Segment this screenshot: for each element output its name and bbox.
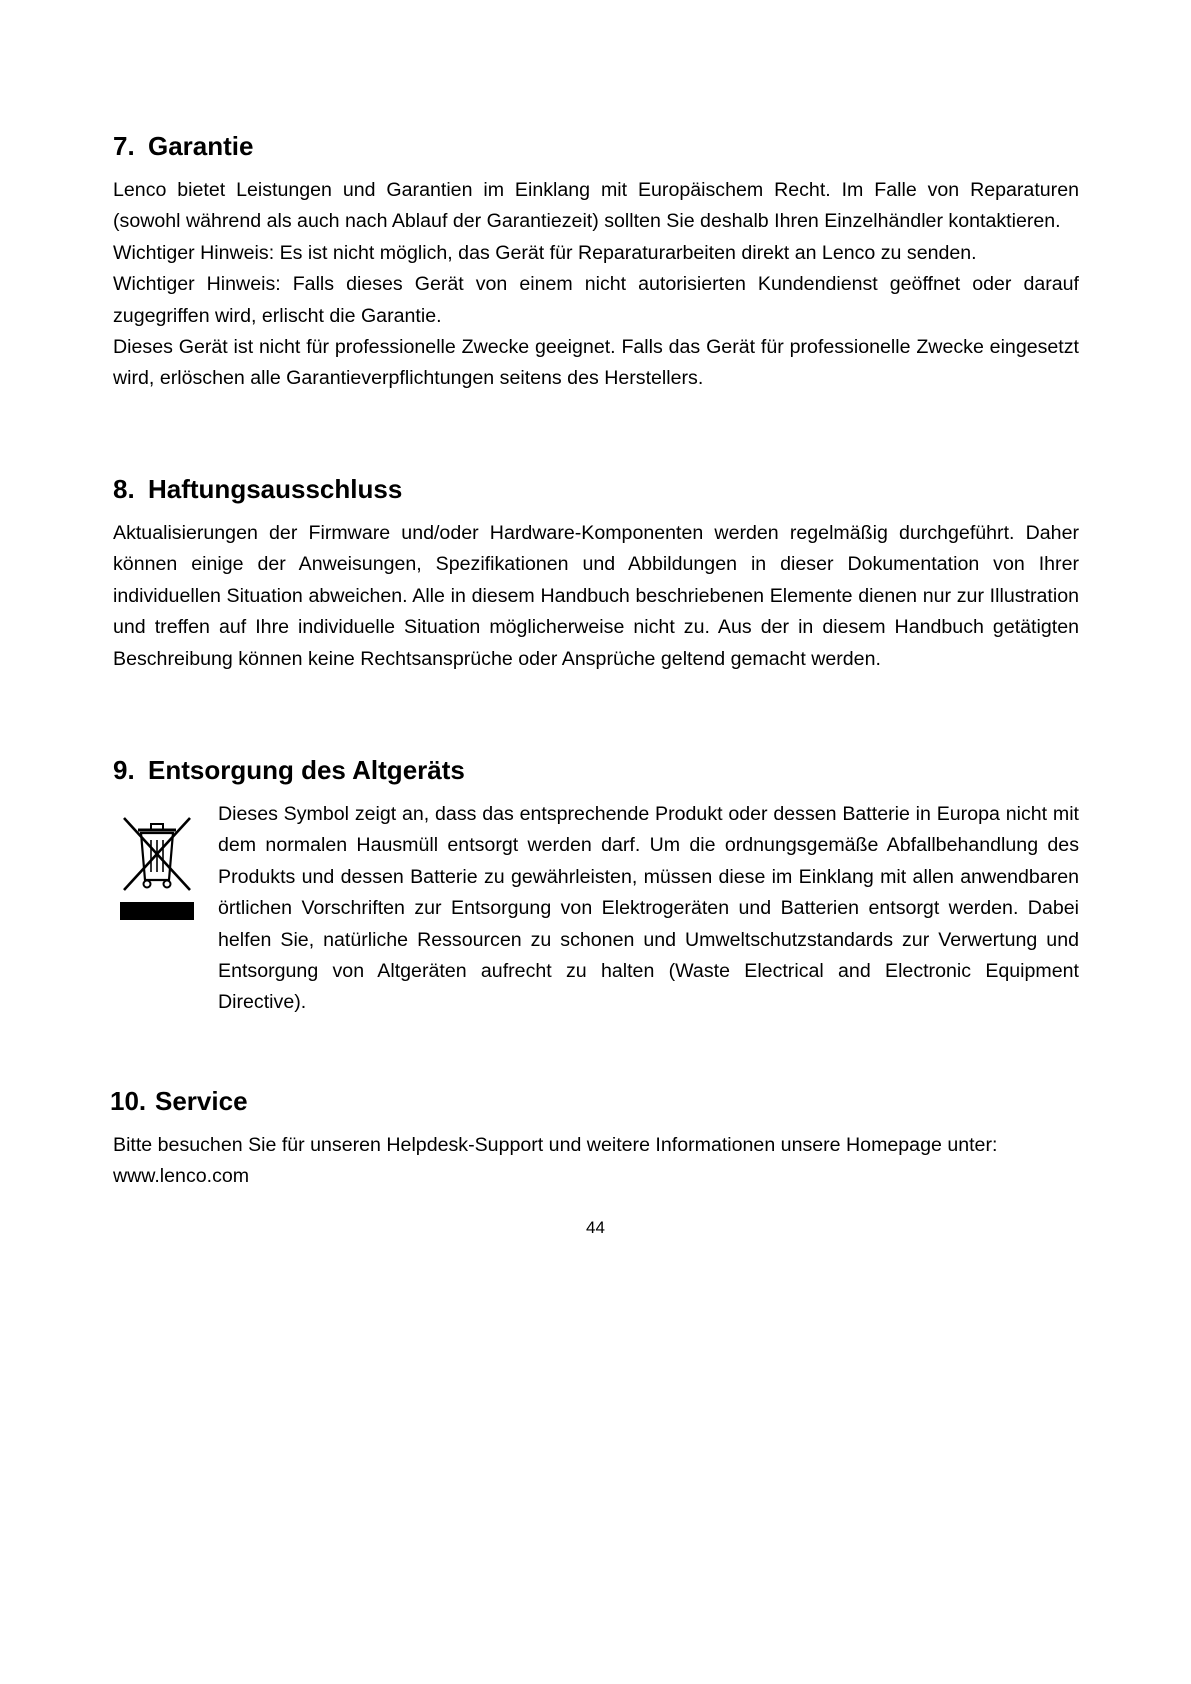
weee-crossed-bin-icon [118, 812, 196, 922]
section-body [218, 799, 1079, 1019]
paragraph: Dieses Gerät ist nicht für professionelle Zwecke geeignet. Falls das Gerät für professionelle Zwecke eingesetzt wird, erlöschen alle Garantieverpflichtungen seitens des Herstellers. [113, 336, 1079, 390]
homepage-link[interactable]: www.lenco.com [113, 1165, 250, 1188]
paragraph: Dieses Symbol zeigt an, dass das entsprechende Produkt oder dessen Batterie in Europa nicht mit dem normalen Hausmüll entsorgt werden darf. Um die ordnungsgemäße Abfallbehandlung des Produkts und dessen Batterie zu gewährleisten, müssen diese im Einklang mit allen anwendbaren örtlichen Vorschriften zur Entsorgung von Elektrogeräten und Batterien entsorgt werden. Dabei helfen Sie, natürliche Ressourcen zu schonen und Umweltschutzstandards zur Verwertung und Entsorgung von Altgeräten aufrecht zu halten (Waste Electrical and Electronic Equipment Directive). [218, 803, 1079, 1014]
section-number: 9. [113, 755, 135, 785]
section-heading [113, 471, 1079, 507]
section-heading [113, 128, 1079, 164]
section-haftungsausschluss [113, 471, 1079, 675]
section-heading [110, 1083, 1076, 1119]
section-body [110, 1130, 1076, 1193]
section-title: Garantie [148, 131, 254, 161]
section-title: Service [155, 1086, 248, 1116]
section-garantie [113, 128, 1079, 395]
paragraph: Wichtiger Hinweis: Falls dieses Gerät von einem nicht autorisierten Kundendienst geöffnet oder darauf zugegriffen wird, erlischt die Garantie. [113, 273, 1079, 327]
section-number: 7. [113, 131, 135, 161]
paragraph: Lenco bietet Leistungen und Garantien im Einklang mit Europäischem Recht. Im Falle von Reparaturen (sowohl während als auch nach Ablauf der Garantiezeit) sollten Sie deshalb Ihren Einzelhändler kontaktieren. [113, 179, 1079, 233]
section-body [113, 518, 1079, 675]
section-entsorgung [113, 752, 1079, 1014]
section-number: 10. [110, 1086, 147, 1116]
page-number: 44 [586, 1218, 605, 1237]
paragraph: Wichtiger Hinweis: Es ist nicht möglich, das Gerät für Reparaturarbeiten direkt an Lenco zu senden. [113, 241, 977, 264]
section-title: Haftungsausschluss [148, 474, 403, 504]
section-title: Entsorgung des Altgeräts [148, 755, 465, 785]
section-heading [113, 752, 1079, 788]
section-body [113, 175, 1079, 395]
paragraph: Bitte besuchen Sie für unseren Helpdesk-Support und weitere Informationen unsere Homepage unter: [113, 1134, 998, 1156]
section-number: 8. [113, 474, 135, 504]
paragraph: Aktualisierungen der Firmware und/oder Hardware-Komponenten werden regelmäßig durchgeführt. Daher können einige der Anweisungen, Spezifikationen und Abbildungen in dieser Dokumentation von Ihrer individuellen Situation abweichen. Alle in diesem Handbuch beschriebenen Elemente dienen nur zur Illustration und treffen auf Ihre individuelle Situation möglicherweise nicht zu. Aus der in diesem Handbuch getätigten Beschreibung können keine Rechtsansprüche oder Ansprüche geltend gemacht werden. [113, 522, 1079, 670]
section-service [110, 1083, 1076, 1193]
